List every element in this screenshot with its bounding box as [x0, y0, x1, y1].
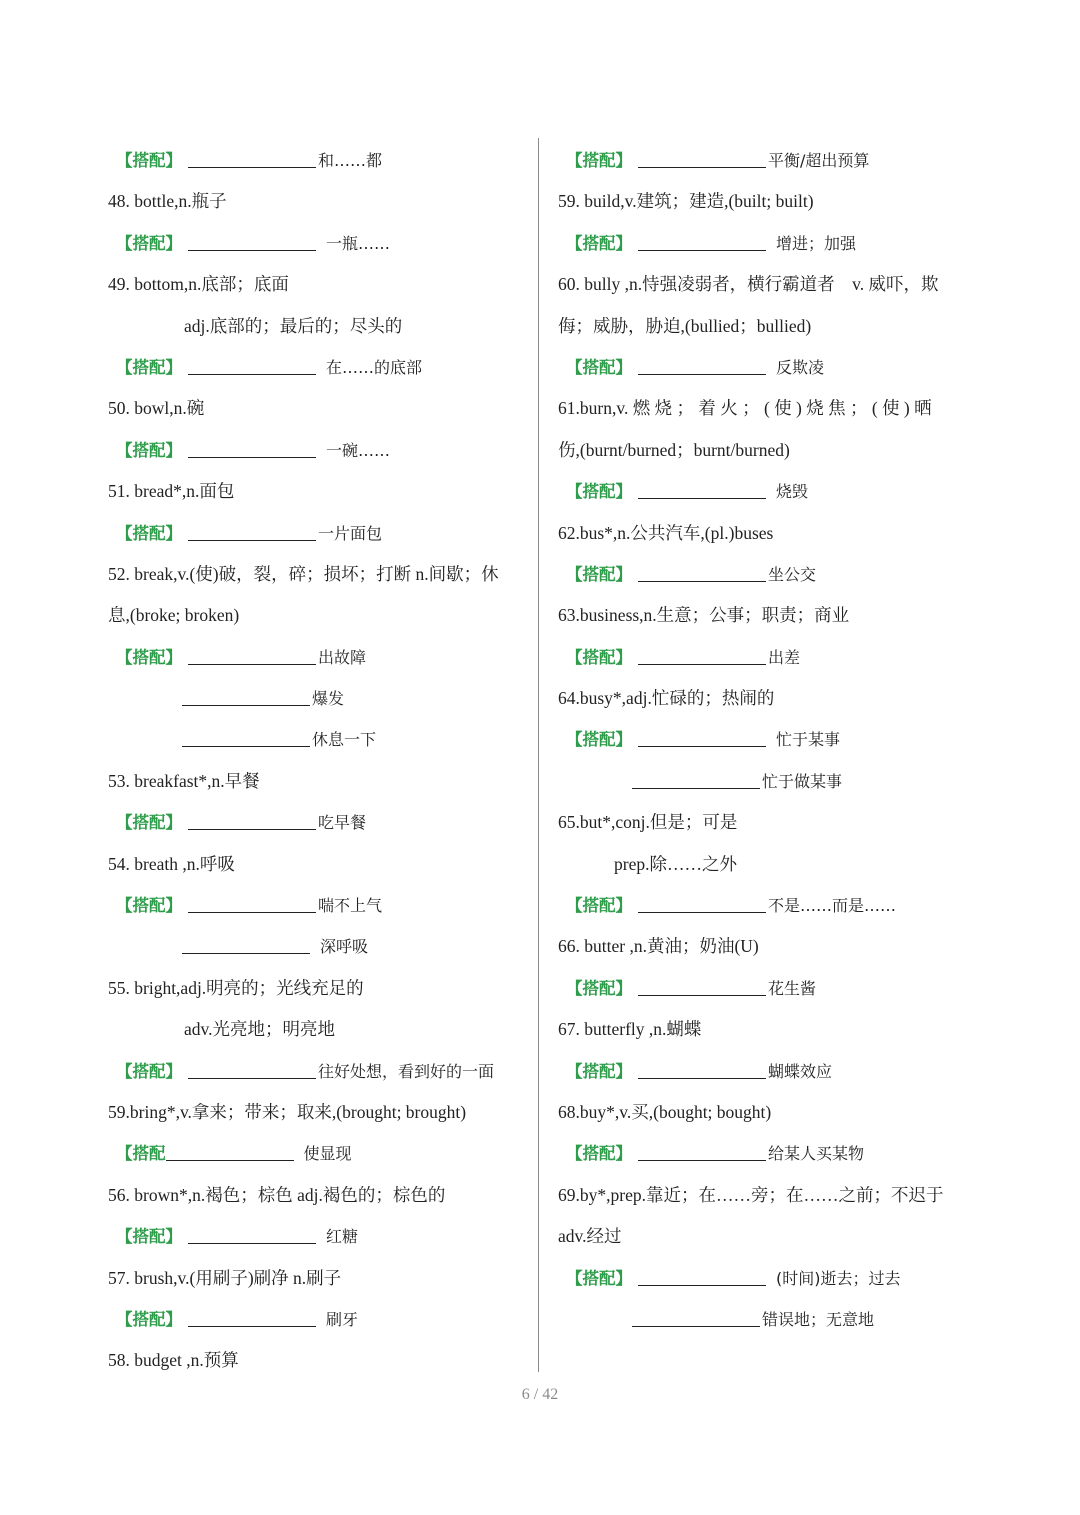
collocation-line: 【搭配】 增进；加强: [558, 221, 978, 262]
vocab-entry: 51. bread*,n.面包: [108, 481, 235, 502]
vocab-entry: 66. butter ,n.黄油；奶油(U): [558, 936, 759, 957]
fill-blank[interactable]: [188, 1223, 316, 1244]
tag-label: 【搭配】: [116, 440, 182, 460]
fill-blank[interactable]: [638, 230, 766, 251]
column-divider: [538, 138, 539, 1372]
collocation-line: 【搭配 使显现: [108, 1131, 528, 1172]
fill-blank[interactable]: [638, 975, 766, 996]
fill-blank[interactable]: [182, 726, 310, 747]
fill-blank[interactable]: [632, 768, 760, 789]
tag-label: 【搭配】: [566, 730, 632, 750]
collocation-line: 【搭配】 往好处想，看到好的一面: [108, 1049, 528, 1090]
tag-label: 【搭配】: [116, 233, 182, 253]
vocab-entry-continued: adv.光亮地；明亮地: [184, 1019, 336, 1040]
vocab-entry-continued: 侮；威胁，胁迫,(bullied；bullied): [558, 315, 812, 336]
fill-blank[interactable]: [188, 644, 316, 665]
fill-blank[interactable]: [188, 437, 316, 458]
vocab-entry: 59.bring*,v.拿来；带来；取来,(brought; brought): [108, 1101, 467, 1122]
fill-blank[interactable]: [638, 726, 766, 747]
tag-label: 【搭配】: [116, 1309, 182, 1329]
fill-blank[interactable]: [638, 644, 766, 665]
collocation-line: 【搭配】 (时间)逝去；过去: [558, 1256, 978, 1297]
vocab-entry: 49. bottom,n.底部；底面: [108, 274, 289, 295]
page-number: 6 / 42: [521, 1386, 559, 1403]
vocab-entry: 65.but*,conj.但是；可是: [558, 812, 738, 833]
vocab-entry: 50. bowl,n.碗: [108, 398, 205, 419]
collocation-line: 【搭配】 烧毁: [558, 469, 978, 510]
collocation-line: 错误地；无意地: [558, 1297, 978, 1338]
collocation-line: 【搭配】 喘不上气: [108, 883, 528, 924]
fill-blank[interactable]: [182, 933, 310, 954]
collocation-line: 【搭配】 一瓶……: [108, 221, 528, 262]
vocab-entry-continued: adv.经过: [558, 1226, 622, 1247]
fill-blank[interactable]: [188, 147, 316, 168]
vocab-entry: 56. brown*,n.褐色；棕色 adj.褐色的；棕色的: [108, 1184, 446, 1205]
collocation-line: 【搭配】 花生酱: [558, 966, 978, 1007]
tag-label: 【搭配】: [116, 357, 182, 377]
collocation-line: 【搭配】 红糖: [108, 1214, 528, 1255]
tag-label: 【搭配】: [566, 357, 632, 377]
collocation-line: 【搭配】 刷牙: [108, 1297, 528, 1338]
tag-label: 【搭配】: [116, 1061, 182, 1081]
tag-label: 【搭配】: [116, 523, 182, 543]
left-column: [108, 138, 528, 1380]
collocation-line: 【搭配】 吃早餐: [108, 800, 528, 841]
tag-label: 【搭配】: [566, 978, 632, 998]
collocation-line: 【搭配】 平衡/超出预算: [558, 138, 978, 179]
vocab-entry: 57. brush,v.(用刷子)刷净 n.刷子: [108, 1267, 342, 1288]
fill-blank[interactable]: [638, 1140, 766, 1161]
collocation-line: 休息一下: [108, 717, 528, 758]
vocab-entry: 53. breakfast*,n.早餐: [108, 770, 260, 791]
tag-label: 【搭配】: [566, 896, 632, 916]
tag-label: 【搭配】: [566, 647, 632, 667]
collocation-line: 【搭配】 坐公交: [558, 552, 978, 593]
collocation-line: 深呼吸: [108, 924, 528, 965]
collocation-line: 忙于做某事: [558, 759, 978, 800]
collocation-line: 【搭配】 出故障: [108, 635, 528, 676]
fill-blank[interactable]: [166, 1140, 294, 1161]
tag-label: 【搭配】: [566, 1061, 632, 1081]
vocab-entry-continued: prep.除……之外: [614, 853, 737, 874]
fill-blank[interactable]: [638, 147, 766, 168]
fill-blank[interactable]: [188, 230, 316, 251]
vocab-entry: 68.buy*,v.买,(bought; bought): [558, 1101, 772, 1122]
collocation-line: 【搭配】 反欺凌: [558, 345, 978, 386]
vocab-entry: 55. bright,adj.明亮的；光线充足的: [108, 977, 364, 998]
collocation-line: 【搭配】 在……的底部: [108, 345, 528, 386]
fill-blank[interactable]: [182, 685, 310, 706]
vocab-entry: 64.busy*,adj.忙碌的；热闹的: [558, 688, 775, 709]
fill-blank[interactable]: [188, 1306, 316, 1327]
vocab-entry: 54. breath ,n.呼吸: [108, 853, 235, 874]
tag-label: 【搭配】: [116, 151, 182, 170]
vocab-entry: 69.by*,prep.靠近；在……旁；在……之前；不迟于: [558, 1184, 944, 1205]
fill-blank[interactable]: [638, 478, 766, 499]
fill-blank[interactable]: [188, 520, 316, 541]
collocation-line: 【搭配】 给某人买某物: [558, 1131, 978, 1172]
collocation-line: 【搭配】 一碗……: [108, 428, 528, 469]
fill-blank[interactable]: [188, 1058, 316, 1079]
collocation-line: 爆发: [108, 676, 528, 717]
vocab-entry-continued: 伤,(burnt/burned；burnt/burned): [558, 439, 790, 460]
vocab-entry: 48. bottle,n.瓶子: [108, 191, 227, 212]
collocation-line: 【搭配】 不是……而是……: [558, 883, 978, 924]
tag-label: 【搭配】: [116, 896, 182, 916]
fill-blank[interactable]: [638, 892, 766, 913]
collocation-line: 【搭配】 一片面包: [108, 511, 528, 552]
vocab-entry: 52. break,v.(使)破，裂，碎；损坏；打断 n.间歇；休: [108, 563, 499, 584]
right-column: [558, 138, 978, 1338]
tag-label: 【搭配】: [566, 151, 632, 170]
vocab-entry: 62.bus*,n.公共汽车,(pl.)buses: [558, 522, 774, 543]
vocab-entry-continued: 息,(broke; broken): [108, 605, 240, 626]
fill-blank[interactable]: [188, 354, 316, 375]
fill-blank[interactable]: [188, 809, 316, 830]
fill-blank[interactable]: [638, 1265, 766, 1286]
tag-label: 【搭配】: [116, 813, 182, 833]
vocab-entry: 67. butterfly ,n.蝴蝶: [558, 1019, 702, 1040]
vocab-entry: 59. build,v.建筑；建造,(built; built): [558, 191, 814, 212]
tag-label: 【搭配】: [566, 1144, 632, 1164]
vocab-entry: 63.business,n.生意；公事；职责；商业: [558, 605, 850, 626]
vocab-entry: 61.burn,v. 燃 烧 ； 着 火 ； ( 使 ) 烧 焦 ； ( 使 ) 晒: [558, 398, 932, 419]
collocation-line: 【搭配】 蝴蝶效应: [558, 1049, 978, 1090]
tag-label: 【搭配】: [566, 1268, 632, 1288]
tag-label: 【搭配】: [566, 564, 632, 584]
fill-blank[interactable]: [638, 354, 766, 375]
tag-label: 【搭配】: [566, 233, 632, 253]
fill-blank[interactable]: [188, 892, 316, 913]
tag-label: 【搭配】: [566, 482, 632, 502]
tag-label: 【搭配: [116, 1144, 166, 1164]
vocab-entry: 60. bully ,n.恃强凌弱者，横行霸道者 v. 威吓，欺: [558, 274, 939, 295]
vocab-entry: 58. budget ,n.预算: [108, 1350, 239, 1371]
fill-blank[interactable]: [638, 1058, 766, 1079]
tag-label: 【搭配】: [116, 1227, 182, 1247]
vocab-entry-continued: adj.底部的；最后的；尽头的: [184, 315, 403, 336]
collocation-line: 【搭配】 出差: [558, 635, 978, 676]
tag-label: 【搭配】: [116, 647, 182, 667]
collocation-line: 【搭配】 忙于某事: [558, 717, 978, 758]
fill-blank[interactable]: [638, 561, 766, 582]
fill-blank[interactable]: [632, 1306, 760, 1327]
collocation-line: 【搭配】 和……都: [108, 138, 528, 179]
